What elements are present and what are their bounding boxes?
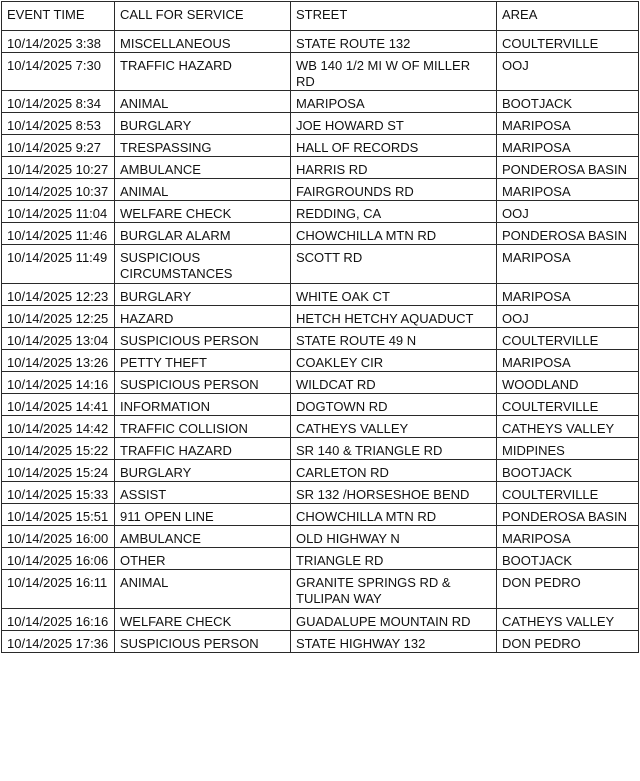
event-time-cell: 10/14/2025 13:04 bbox=[2, 328, 115, 350]
area-cell: OOJ bbox=[497, 53, 639, 91]
table-row bbox=[2, 135, 639, 157]
event-time-cell: 10/14/2025 12:23 bbox=[2, 284, 115, 306]
table-row bbox=[2, 548, 639, 570]
table-row bbox=[2, 350, 639, 372]
event-time-cell: 10/14/2025 15:33 bbox=[2, 482, 115, 504]
area-cell: BOOTJACK bbox=[497, 91, 639, 113]
area-cell: MARIPOSA bbox=[497, 350, 639, 372]
call-type-cell: TRAFFIC HAZARD bbox=[115, 438, 291, 460]
call-type-cell: BURGLARY bbox=[115, 284, 291, 306]
event-time-cell: 10/14/2025 16:06 bbox=[2, 548, 115, 570]
table-row bbox=[2, 113, 639, 135]
street-cell: REDDING, CA bbox=[291, 201, 497, 223]
table-row bbox=[2, 460, 639, 482]
area-cell: OOJ bbox=[497, 201, 639, 223]
area-cell: MARIPOSA bbox=[497, 284, 639, 306]
table-row bbox=[2, 504, 639, 526]
event-time-cell: 10/14/2025 11:04 bbox=[2, 201, 115, 223]
table-row bbox=[2, 438, 639, 460]
area-cell: MARIPOSA bbox=[497, 113, 639, 135]
area-cell: PONDEROSA BASIN bbox=[497, 157, 639, 179]
event-time-cell: 10/14/2025 17:36 bbox=[2, 631, 115, 653]
call-type-cell: AMBULANCE bbox=[115, 526, 291, 548]
street-cell: DOGTOWN RD bbox=[291, 394, 497, 416]
street-cell: WB 140 1/2 MI W OF MILLER RD bbox=[291, 53, 497, 91]
table-row bbox=[2, 245, 639, 284]
area-cell: BOOTJACK bbox=[497, 548, 639, 570]
call-type-cell: SUSPICIOUS CIRCUMSTANCES bbox=[115, 245, 291, 284]
table-row bbox=[2, 284, 639, 306]
area-cell: COULTERVILLE bbox=[497, 328, 639, 350]
table-row bbox=[2, 157, 639, 179]
call-type-cell: PETTY THEFT bbox=[115, 350, 291, 372]
call-type-cell: BURGLARY bbox=[115, 113, 291, 135]
table-row bbox=[2, 179, 639, 201]
street-cell: OLD HIGHWAY N bbox=[291, 526, 497, 548]
street-cell: JOE HOWARD ST bbox=[291, 113, 497, 135]
street-cell: HETCH HETCHY AQUADUCT bbox=[291, 306, 497, 328]
table-row bbox=[2, 482, 639, 504]
area-cell: MARIPOSA bbox=[497, 179, 639, 201]
street-cell: COAKLEY CIR bbox=[291, 350, 497, 372]
event-time-cell: 10/14/2025 16:16 bbox=[2, 609, 115, 631]
call-type-cell: ASSIST bbox=[115, 482, 291, 504]
event-time-cell: 10/14/2025 16:00 bbox=[2, 526, 115, 548]
event-time-cell: 10/14/2025 9:27 bbox=[2, 135, 115, 157]
area-cell: COULTERVILLE bbox=[497, 31, 639, 53]
call-type-cell: SUSPICIOUS PERSON bbox=[115, 328, 291, 350]
call-type-cell: ANIMAL bbox=[115, 179, 291, 201]
area-cell: OOJ bbox=[497, 306, 639, 328]
street-cell: CARLETON RD bbox=[291, 460, 497, 482]
call-type-cell: TRAFFIC COLLISION bbox=[115, 416, 291, 438]
area-cell: MARIPOSA bbox=[497, 135, 639, 157]
area-cell: CATHEYS VALLEY bbox=[497, 416, 639, 438]
table-row bbox=[2, 91, 639, 113]
event-time-cell: 10/14/2025 14:42 bbox=[2, 416, 115, 438]
table-row bbox=[2, 416, 639, 438]
call-type-cell: MISCELLANEOUS bbox=[115, 31, 291, 53]
street-cell: CHOWCHILLA MTN RD bbox=[291, 223, 497, 245]
event-time-cell: 10/14/2025 14:41 bbox=[2, 394, 115, 416]
call-log-table bbox=[1, 1, 639, 653]
street-cell: HARRIS RD bbox=[291, 157, 497, 179]
table-row bbox=[2, 328, 639, 350]
table-row bbox=[2, 306, 639, 328]
street-cell: SR 140 & TRIANGLE RD bbox=[291, 438, 497, 460]
header-call-for-service: CALL FOR SERVICE bbox=[115, 2, 291, 31]
area-cell: CATHEYS VALLEY bbox=[497, 609, 639, 631]
area-cell: DON PEDRO bbox=[497, 631, 639, 653]
street-cell: FAIRGROUNDS RD bbox=[291, 179, 497, 201]
street-cell: CATHEYS VALLEY bbox=[291, 416, 497, 438]
table-row bbox=[2, 201, 639, 223]
street-cell: MARIPOSA bbox=[291, 91, 497, 113]
street-cell: GUADALUPE MOUNTAIN RD bbox=[291, 609, 497, 631]
event-time-cell: 10/14/2025 15:51 bbox=[2, 504, 115, 526]
area-cell: COULTERVILLE bbox=[497, 482, 639, 504]
event-time-cell: 10/14/2025 8:53 bbox=[2, 113, 115, 135]
event-time-cell: 10/14/2025 14:16 bbox=[2, 372, 115, 394]
table-row bbox=[2, 223, 639, 245]
area-cell: BOOTJACK bbox=[497, 460, 639, 482]
call-type-cell: AMBULANCE bbox=[115, 157, 291, 179]
table-body bbox=[2, 31, 639, 653]
street-cell: STATE ROUTE 132 bbox=[291, 31, 497, 53]
event-time-cell: 10/14/2025 12:25 bbox=[2, 306, 115, 328]
call-type-cell: OTHER bbox=[115, 548, 291, 570]
table-row bbox=[2, 394, 639, 416]
header-row bbox=[2, 2, 639, 31]
area-cell: MARIPOSA bbox=[497, 245, 639, 284]
call-type-cell: SUSPICIOUS PERSON bbox=[115, 631, 291, 653]
event-time-cell: 10/14/2025 3:38 bbox=[2, 31, 115, 53]
area-cell: MARIPOSA bbox=[497, 526, 639, 548]
street-cell: WILDCAT RD bbox=[291, 372, 497, 394]
event-time-cell: 10/14/2025 10:37 bbox=[2, 179, 115, 201]
call-type-cell: INFORMATION bbox=[115, 394, 291, 416]
area-cell: WOODLAND bbox=[497, 372, 639, 394]
event-time-cell: 10/14/2025 10:27 bbox=[2, 157, 115, 179]
header-area: AREA bbox=[497, 2, 639, 31]
table-header bbox=[2, 2, 639, 31]
event-time-cell: 10/14/2025 13:26 bbox=[2, 350, 115, 372]
street-cell: CHOWCHILLA MTN RD bbox=[291, 504, 497, 526]
call-type-cell: WELFARE CHECK bbox=[115, 201, 291, 223]
table-row bbox=[2, 53, 639, 91]
street-cell: STATE HIGHWAY 132 bbox=[291, 631, 497, 653]
call-type-cell: BURGLARY bbox=[115, 460, 291, 482]
street-cell: WHITE OAK CT bbox=[291, 284, 497, 306]
call-type-cell: ANIMAL bbox=[115, 91, 291, 113]
call-type-cell: BURGLAR ALARM bbox=[115, 223, 291, 245]
street-cell: STATE ROUTE 49 N bbox=[291, 328, 497, 350]
call-type-cell: SUSPICIOUS PERSON bbox=[115, 372, 291, 394]
header-event-time: EVENT TIME bbox=[2, 2, 115, 31]
table-row bbox=[2, 609, 639, 631]
table-row bbox=[2, 631, 639, 653]
event-time-cell: 10/14/2025 15:24 bbox=[2, 460, 115, 482]
call-type-cell: TRESPASSING bbox=[115, 135, 291, 157]
event-time-cell: 10/14/2025 7:30 bbox=[2, 53, 115, 91]
table-row bbox=[2, 570, 639, 609]
area-cell: PONDEROSA BASIN bbox=[497, 504, 639, 526]
area-cell: PONDEROSA BASIN bbox=[497, 223, 639, 245]
table-row bbox=[2, 31, 639, 53]
event-time-cell: 10/14/2025 11:46 bbox=[2, 223, 115, 245]
street-cell: TRIANGLE RD bbox=[291, 548, 497, 570]
street-cell: HALL OF RECORDS bbox=[291, 135, 497, 157]
event-time-cell: 10/14/2025 11:49 bbox=[2, 245, 115, 284]
area-cell: MIDPINES bbox=[497, 438, 639, 460]
event-time-cell: 10/14/2025 8:34 bbox=[2, 91, 115, 113]
table-row bbox=[2, 526, 639, 548]
call-type-cell: HAZARD bbox=[115, 306, 291, 328]
header-street: STREET bbox=[291, 2, 497, 31]
event-time-cell: 10/14/2025 16:11 bbox=[2, 570, 115, 609]
call-type-cell: TRAFFIC HAZARD bbox=[115, 53, 291, 91]
area-cell: DON PEDRO bbox=[497, 570, 639, 609]
call-type-cell: 911 OPEN LINE bbox=[115, 504, 291, 526]
street-cell: SR 132 /HORSESHOE BEND bbox=[291, 482, 497, 504]
call-type-cell: WELFARE CHECK bbox=[115, 609, 291, 631]
area-cell: COULTERVILLE bbox=[497, 394, 639, 416]
call-type-cell: ANIMAL bbox=[115, 570, 291, 609]
event-time-cell: 10/14/2025 15:22 bbox=[2, 438, 115, 460]
street-cell: SCOTT RD bbox=[291, 245, 497, 284]
table-row bbox=[2, 372, 639, 394]
street-cell: GRANITE SPRINGS RD & TULIPAN WAY bbox=[291, 570, 497, 609]
